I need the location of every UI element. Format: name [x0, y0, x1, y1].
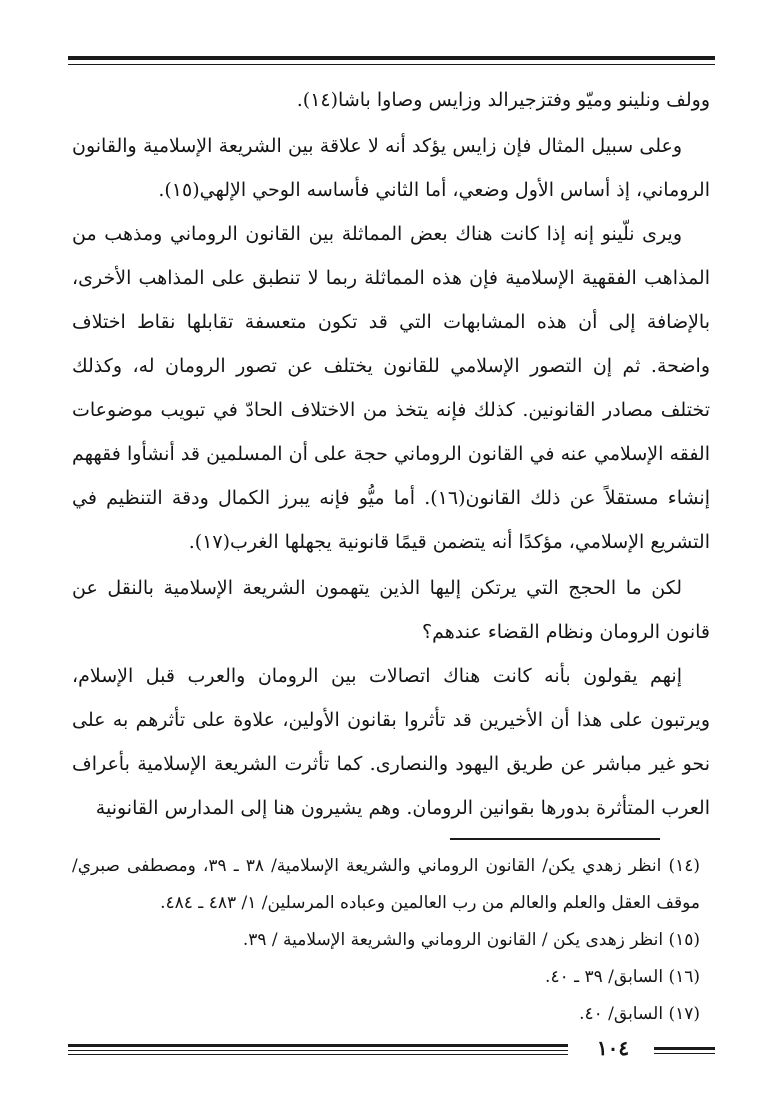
page-footer [68, 1036, 715, 1062]
paragraph-nallino: ويرى نلّينو إنه إذا كانت هناك بعض المماثلة بين القانون الروماني ومذهب من المذاهب الفقهية الإسلامية فإن هذه المماثلة ربما لا تنطبق على المذاهب الأخرى، بالإضافة إلى أن هذه المشابهات التي قد تكون متعسفة تقابلها نقاط اختلاف واضحة. ثم إن التصور الإسلامي للقانون يختلف عن تصور الرومان له، وكذلك تختلف مصادر القانونين. كذلك فإنه يتخذ من الاختلاف الحادّ في تبويب موضوعات الفقه الإسلامي عنه في القانون الروماني حجة على أن المسلمين قد أنشأوا فقههم إنشاء مستقلاً عن ذلك القانون(١٦). أما ميُّو فإنه يبرز الكمال ودقة التنظيم في التشريع الإسلامي، مؤكدًا أنه يتضمن قيمًا قانونية يجهلها الغرب(١٧). [72, 223, 710, 553]
footnote-17: (١٧) السابق/ ٤٠. [579, 1004, 700, 1024]
header-rule-thick [68, 56, 715, 60]
footnote-separator [450, 838, 660, 840]
footnote-14: (١٤) انظر زهدي يكن/ القانون الروماني والشريعة الإسلامية/ ٣٨ ـ ٣٩، ومصطفى صبري/ موقف العقل والعلم والعالم من رب العالمين وعباده المرسلين/ ١/ ٤٨٣ ـ ٤٨٤. [72, 856, 700, 913]
footer-tail-rule-thin [654, 1053, 715, 1054]
body-text [72, 78, 710, 830]
footnote-15: (١٥) انظر زهدى يكن / القانون الروماني والشريعة الإسلامية / ٣٩. [242, 930, 700, 950]
paragraph-contacts: إنهم يقولون بأنه كانت هناك اتصالات بين الرومان والعرب قبل الإسلام، ويرتبون على هذا أن الأخيرين قد تأثروا بقانون الأولين، علاوة على تأثرهم به على نحو غير مباشر عن طريق اليهود والنصارى. كما تأثرت الشريعة الإسلامية بأعراف العرب المتأثرة بدورها بقوانين الرومان. وهم يشيرون هنا إلى المدارس القانونية [72, 665, 710, 819]
footnote-16: (١٦) السابق/ ٣٩ ـ ٤٠. [545, 967, 700, 987]
paragraph-question: لكن ما الحجج التي يرتكن إليها الذين يتهمون الشريعة الإسلامية بالنقل عن قانون الرومان ونظام القضاء عندهم؟ [72, 577, 710, 643]
paragraph-zayis: وعلى سبيل المثال فإن زايس يؤكد أنه لا علاقة بين الشريعة الإسلامية والقانون الروماني، إذ أساس الأول وضعي، أما الثاني فأساسه الوحي الإلهي(١٥). [72, 135, 710, 201]
footer-rule [68, 1044, 568, 1047]
footer-tail-rule [654, 1047, 715, 1050]
page-number: ١٠٤ [596, 1036, 630, 1060]
footnotes [72, 848, 700, 1033]
footer-rule-thin [68, 1050, 568, 1051]
header-rule-thin [68, 64, 715, 65]
footer-rule-thin [68, 1054, 568, 1055]
paragraph-continuation: وولف ونلينو وميّو وفتزجيرالد وزايس وصاوا باشا(١٤). [296, 89, 710, 111]
